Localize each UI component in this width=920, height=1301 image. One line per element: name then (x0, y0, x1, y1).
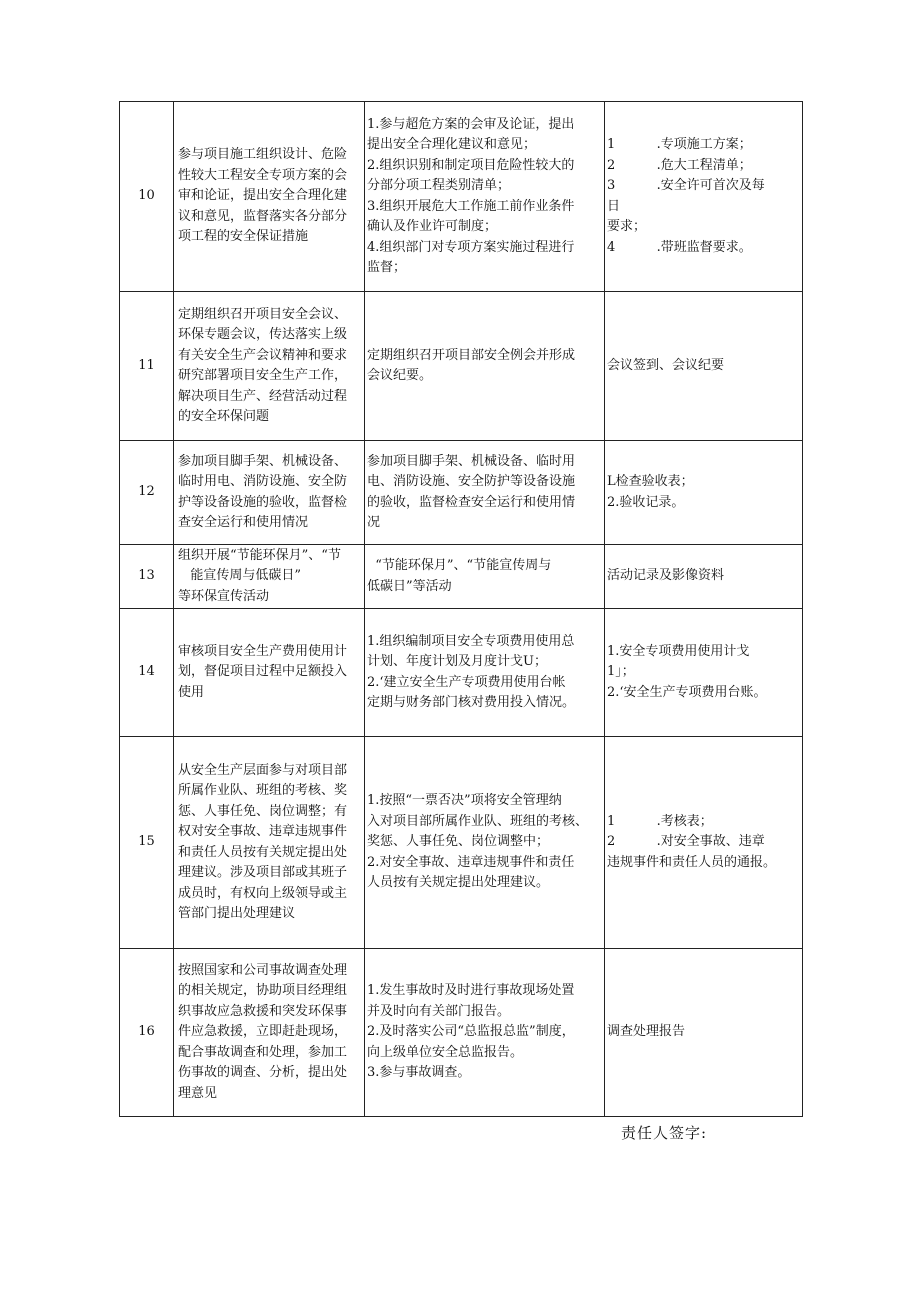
records-cell (605, 737, 803, 949)
duty-line: 审和论证，提出安全合理化建 (178, 188, 348, 204)
duty-line: 的相关规定，协助项目经理组 (178, 983, 348, 999)
work-line: 分部分项工程类别清单； (367, 178, 511, 193)
signature-label: 责任人签字: (621, 1124, 708, 1142)
work-line: 会议纪要。 (367, 368, 433, 383)
table-row (120, 609, 803, 737)
duty-line: 理意见 (178, 1085, 218, 1101)
work-line: 3.参与事故调查。 (367, 1065, 471, 1081)
duty-cell (174, 737, 365, 949)
duty-line: 权对安全事故、违章违规事件 (178, 824, 348, 839)
records-line: 4 .带班监督要求。 (607, 239, 752, 255)
records-cell (605, 292, 803, 441)
duty-line: 织事故应急救援和突发环保事 (178, 1003, 348, 1019)
duty-line: 临时用电、消防设施、安全防 (178, 474, 348, 489)
work-line: 4.组织部门对专项方案实施过程进行 (367, 239, 575, 255)
work-line: 1.组织编制项目安全专项费用使用总 (367, 633, 575, 649)
duty-line: 惩、人事任免、岗位调整；有 (178, 803, 348, 819)
duty-cell (174, 102, 365, 292)
duty-line: 件应急救援，立即赶赴现场， (178, 1024, 348, 1040)
table-row (120, 441, 803, 545)
work-line: 计划、年度计划及月度计戈U； (367, 654, 547, 669)
duty-line: 定期组织召开项目安全会议、 (178, 306, 348, 322)
duty-line: 配合事故调查和处理，参加工 (178, 1044, 348, 1060)
duty-line: 性较大工程安全专项方案的会 (178, 167, 348, 183)
records-cell (605, 441, 803, 545)
records-line: 违规事件和责任人员的通报。 (607, 854, 777, 870)
table-row (120, 102, 803, 292)
duty-line: 划，督促项目过程中足额投入 (178, 664, 348, 680)
work-cell (365, 292, 605, 441)
records-line: 日 (607, 198, 621, 214)
row-number: 11 (120, 292, 174, 441)
row-number: 14 (120, 609, 174, 737)
work-line: “节能环保月”、“节能宣传周与 (367, 558, 552, 573)
duty-line: 审核项目安全生产费用使用计 (178, 643, 348, 659)
duty-line: 有关安全生产会议精神和要求 (178, 347, 348, 363)
records-cell (605, 545, 803, 609)
work-cell (365, 102, 605, 292)
work-cell (365, 609, 605, 737)
work-line: 电、消防设施、安全防护等设备设施 (367, 474, 576, 489)
work-line: 奖惩、人事任免、岗位调整中； (367, 834, 550, 850)
work-line: 人员按有关规定提出处理建议。 (367, 875, 550, 891)
duty-line: 成员时，有权向上级领导或主 (178, 885, 348, 901)
records-cell (605, 609, 803, 737)
duty-line: 研究部署项目安全生产工作， (178, 368, 348, 383)
work-line: 3.组织开展危大工作施工前作业条件 (367, 198, 575, 214)
records-line: 2.‘安全生产专项费用台账。 (607, 684, 767, 700)
duty-line: 所属作业队、班组的考核、奖 (178, 783, 348, 798)
work-line: 向上级单位安全总监报告。 (367, 1044, 524, 1060)
work-line: 1.参与超危方案的会审及论证，提出 (367, 116, 575, 132)
work-line: 提出安全合理化建议和意见； (367, 137, 537, 152)
duty-line: 使用 (178, 684, 205, 700)
records-line: 1 .专项施工方案； (607, 137, 752, 152)
duty-line: 从安全生产层面参与对项目部 (178, 762, 348, 778)
table-row (120, 737, 803, 949)
work-line: 定期与财务部门核对费用投入情况。 (367, 695, 576, 710)
work-line: 监督； (367, 260, 407, 275)
duty-line: 议和意见，监督落实各分部分 (178, 208, 348, 224)
duty-line: 伤事故的调查、分析，提出处 (178, 1065, 348, 1081)
records-line: 2 .对安全事故、违章 (607, 834, 765, 850)
row-number: 10 (120, 102, 174, 292)
row-number: 12 (120, 441, 174, 545)
records-line: 会议签到、会议纪要 (607, 357, 725, 373)
row-number: 13 (120, 545, 174, 609)
duty-line: 组织开展“节能环保月”、“节 (178, 547, 341, 563)
work-line: 的验收，监督检查安全运行和使用情 (367, 494, 576, 510)
records-line: 活动记录及影像资料 (607, 568, 725, 584)
records-line: 2.验收记录。 (607, 494, 685, 510)
duty-line: 等环保宣传活动 (178, 588, 270, 604)
work-line: 并及时向有关部门报告。 (367, 1003, 511, 1019)
row-number: 16 (120, 949, 174, 1117)
work-line: 低碳日”等活动 (367, 578, 452, 594)
work-cell (365, 949, 605, 1117)
work-line: 况 (367, 515, 381, 530)
work-line: 入对项目部所属作业队、班组的考核、 (367, 813, 589, 829)
table-row (120, 545, 803, 609)
duty-line: 管部门提出处理建议 (178, 906, 296, 921)
duty-line: 参加项目脚手架、机械设备、 (178, 453, 348, 469)
records-cell (605, 949, 803, 1117)
work-line: 确认及作业许可制度； (367, 219, 498, 234)
work-line: 2.组织识别和制定项目危险性较大的 (367, 157, 575, 173)
work-line: 2.‘建立安全生产专项费用使用台帐 (367, 674, 566, 690)
records-line: 调查处理报告 (607, 1024, 686, 1040)
work-cell (365, 441, 605, 545)
duty-line: 能宣传周与低碳日” (178, 568, 302, 584)
duty-line: 按照国家和公司事故调查处理 (178, 962, 348, 978)
work-line: 1.按照“一票否决”项将安全管理纳 (367, 793, 562, 809)
records-line: 要求； (607, 219, 647, 234)
work-line: 2.及时落实公司“总监报总监”制度， (367, 1024, 575, 1040)
duty-line: 的安全环保问题 (178, 409, 270, 424)
work-line: 定期组织召开项目部安全例会并形成 (367, 347, 576, 363)
records-line: 2 .危大工程清单； (607, 157, 752, 173)
duty-cell (174, 545, 365, 609)
row-number: 15 (120, 737, 174, 949)
duty-line: 参与项目施工组织设计、危险 (178, 147, 348, 163)
table-row (120, 292, 803, 441)
responsibility-table (119, 101, 803, 1117)
duty-line: 护等设备设施的验收，监督检 (178, 494, 348, 510)
work-line: 2.对安全事故、违章违规事件和责任 (367, 854, 575, 870)
duty-cell (174, 292, 365, 441)
records-line: 1.安全专项费用使用计戈 (607, 643, 750, 659)
work-cell (365, 545, 605, 609)
duty-line: 环保专题会议，传达落实上级 (178, 327, 348, 342)
records-cell (605, 102, 803, 292)
duty-line: 解决项目生产、经营活动过程 (178, 388, 348, 404)
work-line: 1.发生事故时及时进行事故现场处置 (367, 983, 575, 999)
work-line: 参加项目脚手架、机械设备、临时用 (367, 453, 576, 469)
work-cell (365, 737, 605, 949)
records-line: 1」； (607, 664, 635, 680)
duty-cell (174, 609, 365, 737)
records-line: 1 .考核表； (607, 813, 713, 829)
duty-line: 理建议。涉及项目部或其班子 (178, 865, 348, 880)
records-line: L检查验收表； (607, 474, 694, 489)
duty-line: 项工程的安全保证措施 (178, 229, 309, 245)
table-row (120, 949, 803, 1117)
duty-line: 查安全运行和使用情况 (178, 515, 309, 530)
records-line: 3 .安全许可首次及每 (607, 178, 765, 193)
duty-cell (174, 949, 365, 1117)
duty-line: 和责任人员按有关规定提出处 (178, 844, 348, 860)
duty-cell (174, 441, 365, 545)
